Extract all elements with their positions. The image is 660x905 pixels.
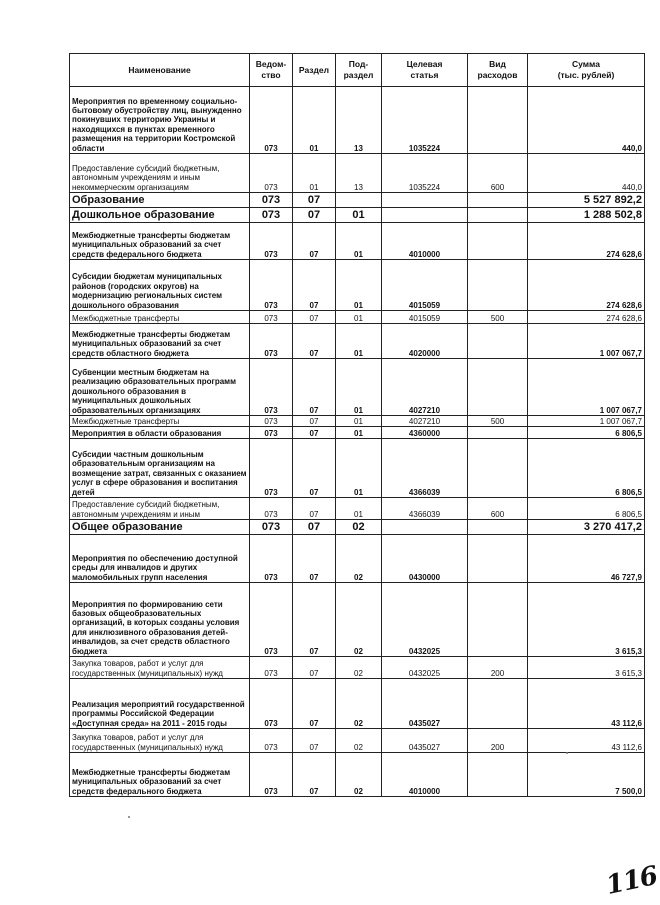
- cell-sum: 43 112,6: [528, 729, 645, 753]
- cell-article: [382, 208, 468, 223]
- cell-name: Предоставление субсидий бюджетным, автономным учреждениям и иным: [70, 498, 250, 520]
- cell-name: Образование: [70, 193, 250, 208]
- cell-name: Закупка товаров, работ и услуг для государственных (муниципальных) нужд: [70, 657, 250, 679]
- cell-name: Межбюджетные трансферты бюджетам муниципальных образований за счет средств областного бюджета: [70, 324, 250, 359]
- table-row: [70, 583, 645, 657]
- cell-sum: 3 615,3: [528, 583, 645, 657]
- cell-article: 4027210: [382, 416, 468, 427]
- table-row: [70, 657, 645, 679]
- cell-sum: 3 615,3: [528, 657, 645, 679]
- cell-section: 07: [293, 498, 336, 520]
- cell-subsection: 02: [336, 753, 382, 797]
- cell-name: Субсидии бюджетам муниципальных районов (городских округов) на модернизацию региональных систем дошкольного образования: [70, 260, 250, 311]
- cell-name: Закупка товаров, работ и услуг для государственных (муниципальных) нужд: [70, 729, 250, 753]
- cell-article: [382, 193, 468, 208]
- cell-sum: 440,0: [528, 87, 645, 154]
- cell-article: 4027210: [382, 359, 468, 416]
- cell-article: 4015059: [382, 260, 468, 311]
- cell-name: Межбюджетные трансферты: [70, 311, 250, 324]
- table-row: [70, 498, 645, 520]
- cell-type: 500: [468, 311, 528, 324]
- cell-section: 07: [293, 311, 336, 324]
- cell-section: 07: [293, 223, 336, 260]
- scan-speck: [128, 816, 130, 818]
- cell-sum: 5 527 892,2: [528, 193, 645, 208]
- cell-article: 0432025: [382, 583, 468, 657]
- cell-subsection: 01: [336, 427, 382, 439]
- table-row: [70, 359, 645, 416]
- cell-section: 07: [293, 753, 336, 797]
- cell-dept: 073: [250, 223, 293, 260]
- cell-type: [468, 679, 528, 729]
- cell-section: 07: [293, 416, 336, 427]
- cell-article: 0435027: [382, 729, 468, 753]
- table-row: [70, 535, 645, 583]
- cell-sum: 274 628,6: [528, 223, 645, 260]
- header-subsection: Под- раздел: [336, 54, 382, 87]
- cell-type: [468, 223, 528, 260]
- cell-dept: 073: [250, 657, 293, 679]
- cell-name: Общее образование: [70, 520, 250, 535]
- cell-article: 1035224: [382, 87, 468, 154]
- cell-subsection: 01: [336, 439, 382, 498]
- table-row: [70, 193, 645, 208]
- cell-article: 4366039: [382, 439, 468, 498]
- cell-name: Реализация мероприятий государственной программы Российской Федерации «Доступная среда» на 2011 - 2015 годы: [70, 679, 250, 729]
- cell-subsection: 02: [336, 657, 382, 679]
- cell-dept: 073: [250, 535, 293, 583]
- cell-dept: 073: [250, 439, 293, 498]
- cell-dept: 073: [250, 260, 293, 311]
- table-row: [70, 223, 645, 260]
- header-article: Целевая статья: [382, 54, 468, 87]
- cell-subsection: 01: [336, 260, 382, 311]
- cell-name: Межбюджетные трансферты бюджетам муниципальных образований за счет средств федерального бюджета: [70, 753, 250, 797]
- cell-name: Мероприятия по формированию сети базовых общеобразовательных организаций, в которых созданы условия для инклюзивного образования детей-инвалидов, за счет средств областного бюджета: [70, 583, 250, 657]
- cell-sum: 6 806,5: [528, 439, 645, 498]
- cell-sum: 1 288 502,8: [528, 208, 645, 223]
- cell-name: Мероприятия по обеспечению доступной среды для инвалидов и других маломобильных групп населения: [70, 535, 250, 583]
- cell-subsection: [336, 193, 382, 208]
- cell-sum: 274 628,6: [528, 311, 645, 324]
- header-sum: Сумма (тыс. рублей): [528, 54, 645, 87]
- cell-section: 01: [293, 87, 336, 154]
- cell-section: 07: [293, 359, 336, 416]
- cell-sum: 1 007 067,7: [528, 359, 645, 416]
- header-dept: Ведом- ство: [250, 54, 293, 87]
- cell-section: 07: [293, 657, 336, 679]
- cell-sum: 274 628,6: [528, 260, 645, 311]
- cell-subsection: 01: [336, 359, 382, 416]
- cell-article: 4010000: [382, 223, 468, 260]
- cell-sum: 1 007 067,7: [528, 416, 645, 427]
- table-row: [70, 208, 645, 223]
- table-row: [70, 87, 645, 154]
- table-row: [70, 520, 645, 535]
- cell-subsection: 01: [336, 223, 382, 260]
- cell-article: 1035224: [382, 154, 468, 193]
- cell-dept: 073: [250, 679, 293, 729]
- cell-type: 500: [468, 416, 528, 427]
- cell-dept: 073: [250, 729, 293, 753]
- cell-section: 07: [293, 427, 336, 439]
- cell-section: 01: [293, 154, 336, 193]
- table-row: [70, 679, 645, 729]
- cell-type: [468, 753, 528, 797]
- cell-dept: 073: [250, 416, 293, 427]
- cell-section: 07: [293, 193, 336, 208]
- cell-dept: 073: [250, 498, 293, 520]
- cell-subsection: 13: [336, 154, 382, 193]
- table-row: [70, 729, 645, 753]
- cell-name: Межбюджетные трансферты бюджетам муниципальных образований за счет средств федерального бюджета: [70, 223, 250, 260]
- table-row: [70, 439, 645, 498]
- cell-article: 0432025: [382, 657, 468, 679]
- cell-dept: 073: [250, 520, 293, 535]
- cell-section: 07: [293, 535, 336, 583]
- cell-type: [468, 359, 528, 416]
- cell-type: [468, 260, 528, 311]
- cell-article: 4015059: [382, 311, 468, 324]
- cell-name: Дошкольное образование: [70, 208, 250, 223]
- page-number: 116: [603, 860, 660, 902]
- table-body: [70, 87, 645, 797]
- header-type: Вид расходов: [468, 54, 528, 87]
- cell-subsection: 01: [336, 498, 382, 520]
- cell-name: Мероприятия по временному социально-бытовому обустройству лиц, вынужденно покинувших территорию Украины и находящихся в пунктах временного размещения на территории Костромской области: [70, 87, 250, 154]
- table-row: [70, 427, 645, 439]
- cell-subsection: 02: [336, 729, 382, 753]
- cell-type: [468, 535, 528, 583]
- cell-article: 4366039: [382, 498, 468, 520]
- cell-article: [382, 520, 468, 535]
- cell-section: 07: [293, 439, 336, 498]
- cell-type: 200: [468, 657, 528, 679]
- cell-name: Предоставление субсидий бюджетным, автономным учреждениям и иным некоммерческим организациям: [70, 154, 250, 193]
- cell-dept: 073: [250, 753, 293, 797]
- cell-section: 07: [293, 583, 336, 657]
- cell-sum: 440,0: [528, 154, 645, 193]
- cell-dept: 073: [250, 359, 293, 416]
- cell-dept: 073: [250, 193, 293, 208]
- cell-subsection: 02: [336, 520, 382, 535]
- cell-type: [468, 208, 528, 223]
- cell-section: 07: [293, 729, 336, 753]
- cell-type: 200: [468, 729, 528, 753]
- cell-type: [468, 583, 528, 657]
- table-row: [70, 154, 645, 193]
- cell-name: Межбюджетные трансферты: [70, 416, 250, 427]
- cell-type: 600: [468, 498, 528, 520]
- cell-subsection: 01: [336, 208, 382, 223]
- table-row: [70, 416, 645, 427]
- cell-sum: 6 806,5: [528, 427, 645, 439]
- cell-article: 4010000: [382, 753, 468, 797]
- cell-type: 600: [468, 154, 528, 193]
- cell-subsection: 01: [336, 416, 382, 427]
- cell-sum: 3 270 417,2: [528, 520, 645, 535]
- cell-name: Субсидии частным дошкольным образовательным организациям на возмещение затрат, связанных с оказанием услуг в сфере образования и воспитания детей: [70, 439, 250, 498]
- cell-subsection: 01: [336, 311, 382, 324]
- table-row: [70, 260, 645, 311]
- table-row: [70, 753, 645, 797]
- cell-subsection: 02: [336, 583, 382, 657]
- budget-table: [69, 53, 645, 797]
- cell-name: Мероприятия в области образования: [70, 427, 250, 439]
- scan-speck: [566, 752, 568, 754]
- cell-article: 0435027: [382, 679, 468, 729]
- cell-type: [468, 193, 528, 208]
- cell-dept: 073: [250, 154, 293, 193]
- cell-article: 4360000: [382, 427, 468, 439]
- cell-subsection: 02: [336, 535, 382, 583]
- cell-section: 07: [293, 324, 336, 359]
- cell-article: 4020000: [382, 324, 468, 359]
- cell-sum: 43 112,6: [528, 679, 645, 729]
- cell-article: 0430000: [382, 535, 468, 583]
- cell-dept: 073: [250, 324, 293, 359]
- cell-sum: 7 500,0: [528, 753, 645, 797]
- cell-type: [468, 427, 528, 439]
- cell-section: 07: [293, 260, 336, 311]
- header-section: Раздел: [293, 54, 336, 87]
- cell-type: [468, 324, 528, 359]
- cell-subsection: 01: [336, 324, 382, 359]
- table-row: [70, 324, 645, 359]
- cell-section: 07: [293, 208, 336, 223]
- cell-dept: 073: [250, 208, 293, 223]
- cell-sum: 6 806,5: [528, 498, 645, 520]
- cell-dept: 073: [250, 427, 293, 439]
- cell-section: 07: [293, 679, 336, 729]
- cell-type: [468, 439, 528, 498]
- cell-subsection: 02: [336, 679, 382, 729]
- table-row: [70, 311, 645, 324]
- cell-dept: 073: [250, 87, 293, 154]
- cell-subsection: 13: [336, 87, 382, 154]
- header-name: Наименование: [70, 54, 250, 87]
- table-header-row: [70, 54, 645, 87]
- cell-section: 07: [293, 520, 336, 535]
- cell-type: [468, 520, 528, 535]
- cell-sum: 46 727,9: [528, 535, 645, 583]
- cell-dept: 073: [250, 311, 293, 324]
- cell-sum: 1 007 067,7: [528, 324, 645, 359]
- cell-dept: 073: [250, 583, 293, 657]
- cell-name: Субвенции местным бюджетам на реализацию образовательных программ дошкольного образования в муниципальных дошкольных образовательных организациях: [70, 359, 250, 416]
- cell-type: [468, 87, 528, 154]
